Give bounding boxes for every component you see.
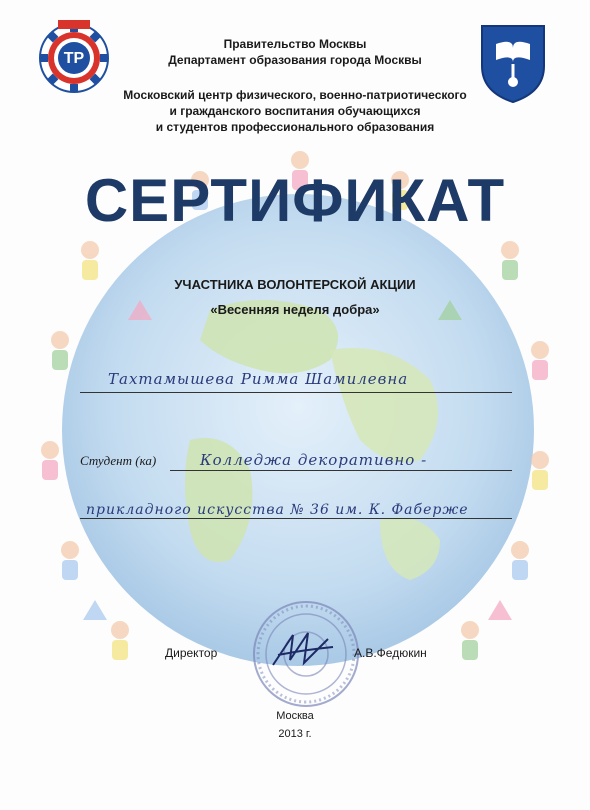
certificate-title: СЕРТИФИКАТ <box>84 167 506 234</box>
svg-text:ТР: ТР <box>63 50 85 67</box>
volunteer-subtitle: УЧАСТНИКА ВОЛОНТЕРСКОЙ АКЦИИ <box>174 277 416 292</box>
recipient-name: Тахтамышева Римма Шамилевна <box>108 370 409 388</box>
campaign-name: «Весенняя неделя добра» <box>210 302 380 317</box>
header-center-line2: и гражданского воспитания обучающихся <box>169 104 421 118</box>
director-signature-icon <box>268 625 338 675</box>
issue-year: 2013 г. <box>278 728 312 740</box>
college-line2: прикладного искусства № 36 им. К. Фаберже <box>86 502 469 518</box>
issue-city: Москва <box>276 710 314 722</box>
director-label: Директор <box>165 646 218 660</box>
student-label: Студент (ка) <box>80 453 157 468</box>
header-government: Правительство Москвы <box>223 37 367 51</box>
college-underline <box>80 518 512 519</box>
header-center-line3: и студентов профессионального образования <box>155 120 435 134</box>
director-name: А.В.Федюкин <box>354 646 427 660</box>
header-department: Департамент образования города Москвы <box>168 53 422 67</box>
student-underline <box>170 470 512 471</box>
header-center-line1: Московский центр физического, военно-патриотического <box>123 88 467 102</box>
college-line1: Колледжа декоративно - <box>200 451 428 469</box>
name-underline <box>80 392 512 393</box>
